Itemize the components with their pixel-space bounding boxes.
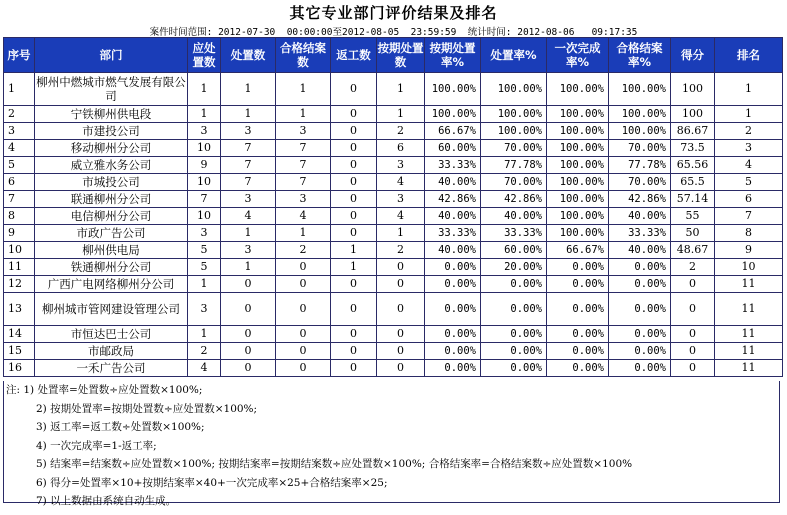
table-row[interactable] [4,123,783,140]
table-cell: 1 [276,225,331,242]
table-cell: 0.00% [425,326,481,343]
table-cell: 0.00% [547,259,609,276]
results-table [3,37,783,377]
table-cell: 2 [377,123,425,140]
table-cell: 77.78% [481,157,547,174]
table-cell: 0.00% [425,360,481,377]
table-cell: 3 [377,157,425,174]
header-cell[interactable]: 处置率% [481,38,547,73]
table-cell: 1 [4,73,35,106]
table-cell: 移动柳州分公司 [35,140,188,157]
table-cell: 100.00% [481,123,547,140]
note-line: 3) 返工率=返工数÷处置数×100%; [36,421,205,433]
table-row[interactable] [4,276,783,293]
table-cell: 1 [377,225,425,242]
table-cell: 1 [331,242,377,259]
table-cell: 60.00% [481,242,547,259]
table-row[interactable] [4,157,783,174]
table-cell: 7 [221,157,276,174]
table-cell: 0 [221,293,276,326]
table-row[interactable] [4,360,783,377]
table-cell: 4 [276,208,331,225]
table-cell: 5 [188,242,221,259]
table-cell: 0 [331,157,377,174]
table-row[interactable] [4,259,783,276]
table-cell: 1 [188,276,221,293]
table-cell: 100.00% [547,174,609,191]
table-cell: 70.00% [609,174,671,191]
table-cell: 13 [4,293,35,326]
table-cell: 10 [715,259,783,276]
table-cell: 0 [221,360,276,377]
table-cell: 0 [276,343,331,360]
table-cell: 100.00% [425,73,481,106]
table-cell: 11 [715,343,783,360]
note-line: 6) 得分=处置率×10+按期结案率×40+一次完成率×25+合格结案率×25; [36,476,388,489]
table-cell: 7 [276,174,331,191]
table-cell: 100.00% [609,73,671,106]
table-cell: 5 [4,157,35,174]
table-cell: 2 [715,123,783,140]
header-cell[interactable]: 应处置数 [188,38,221,73]
table-row[interactable] [4,106,783,123]
table-cell: 4 [188,360,221,377]
table-cell: 14 [4,326,35,343]
table-cell: 16 [4,360,35,377]
table-cell: 7 [221,140,276,157]
table-cell: 3 [377,191,425,208]
table-cell: 5 [188,259,221,276]
table-cell: 0.00% [425,259,481,276]
table-cell: 3 [188,123,221,140]
table-cell: 0 [331,106,377,123]
table-cell: 0 [671,293,715,326]
table-cell: 100.00% [547,225,609,242]
table-cell: 86.67 [671,123,715,140]
table-cell: 4 [377,208,425,225]
table-cell: 1 [276,73,331,106]
table-row[interactable] [4,242,783,259]
table-cell: 广西广电网络柳州分公司 [35,276,188,293]
table-cell: 0.00% [481,326,547,343]
table-cell: 11 [715,276,783,293]
table-cell: 市邮政局 [35,343,188,360]
table-cell: 0 [377,259,425,276]
table-cell: 威立雅水务公司 [35,157,188,174]
table-cell: 8 [4,208,35,225]
table-cell: 1 [221,259,276,276]
table-cell: 0 [671,360,715,377]
table-cell: 0.00% [547,343,609,360]
table-cell: 0 [671,343,715,360]
table-cell: 7 [715,208,783,225]
table-cell: 0.00% [547,276,609,293]
table-cell: 0 [331,73,377,106]
table-cell: 4 [715,157,783,174]
table-cell: 0 [377,276,425,293]
table-cell: 0 [221,276,276,293]
table-cell: 0 [331,174,377,191]
header-cell[interactable]: 得分 [671,38,715,73]
table-cell: 40.00% [609,242,671,259]
table-cell: 9 [188,157,221,174]
table-cell: 55 [671,208,715,225]
table-cell: 0 [331,140,377,157]
table-cell: 33.33% [425,225,481,242]
table-cell: 10 [188,208,221,225]
table-cell: 1 [221,225,276,242]
table-cell: 100.00% [547,140,609,157]
table-cell: 0 [276,276,331,293]
table-cell: 市建投公司 [35,123,188,140]
table-cell: 57.14 [671,191,715,208]
table-cell: 48.67 [671,242,715,259]
table-cell: 20.00% [481,259,547,276]
header-cell[interactable]: 合格结案率% [609,38,671,73]
table-cell: 3 [276,123,331,140]
table-cell: 40.00% [425,242,481,259]
table-cell: 1 [221,73,276,106]
table-cell: 0 [331,276,377,293]
table-row[interactable] [4,225,783,242]
table-cell: 11 [715,293,783,326]
table-cell: 77.78% [609,157,671,174]
table-cell: 4 [221,208,276,225]
table-cell: 11 [715,326,783,343]
table-cell: 3 [221,242,276,259]
table-cell: 0 [276,259,331,276]
table-cell: 7 [221,174,276,191]
table-cell: 1 [188,326,221,343]
table-cell: 7 [276,140,331,157]
table-cell: 柳州中燃城市燃气发展有限公司 [35,73,188,106]
table-cell: 0 [276,326,331,343]
table-cell: 0 [377,293,425,326]
table-cell: 40.00% [481,208,547,225]
table-cell: 0 [331,326,377,343]
table-cell: 0 [331,293,377,326]
table-cell: 10 [188,140,221,157]
table-cell: 市政广告公司 [35,225,188,242]
table-cell: 7 [276,157,331,174]
table-cell: 0 [671,326,715,343]
table-cell: 6 [4,174,35,191]
table-cell: 0.00% [609,276,671,293]
table-cell: 100.00% [547,123,609,140]
table-cell: 8 [715,225,783,242]
table-row[interactable] [4,174,783,191]
table-cell: 100.00% [547,191,609,208]
table-cell: 7 [188,191,221,208]
table-cell: 3 [221,123,276,140]
report-title: 其它专业部门评价结果及排名 [289,4,498,22]
note-line: 5) 结案率=结案数÷应处置数×100%; 按期结案率=按期结案数÷应处置数×100%; 合格结案率=合格结案数÷应处置数×100% [36,458,633,470]
table-cell: 4 [377,174,425,191]
table-cell: 市城投公司 [35,174,188,191]
table-row[interactable] [4,208,783,225]
table-cell: 0 [377,360,425,377]
table-row[interactable] [4,343,783,360]
note-line: 注: 1) 处置率=处置数÷应处置数×100%; [6,384,203,396]
table-cell: 0.00% [547,326,609,343]
header-cell[interactable]: 处置数 [221,38,276,73]
report-meta: 案件时间范围: 2012-07-30 00:00:00至2012-08-05 23:59:59 统计时间: 2012-08-06 09:17:35 [149,27,638,38]
table-cell: 宁铁柳州供电段 [35,106,188,123]
table-cell: 0 [331,343,377,360]
table-cell: 3 [276,191,331,208]
table-cell: 40.00% [425,174,481,191]
table-cell: 0.00% [481,293,547,326]
table-cell: 0.00% [609,293,671,326]
table-cell: 100.00% [609,106,671,123]
table-cell: 联通柳州分公司 [35,191,188,208]
table-cell: 11 [715,360,783,377]
table-cell: 0.00% [609,360,671,377]
table-cell: 11 [4,259,35,276]
table-cell: 100.00% [547,157,609,174]
notes-panel [3,381,780,507]
table-cell: 0.00% [481,343,547,360]
note-line: 4) 一次完成率=1-返工率; [36,439,157,452]
table-cell: 33.33% [425,157,481,174]
table-cell: 0 [671,276,715,293]
table-cell: 100.00% [547,208,609,225]
table-cell: 100 [671,73,715,106]
table-cell: 1 [331,259,377,276]
table-cell: 50 [671,225,715,242]
table-cell: 0 [331,360,377,377]
table-cell: 70.00% [481,140,547,157]
table-cell: 100 [671,106,715,123]
table-cell: 0.00% [609,259,671,276]
table-cell: 柳州城市管网建设管理公司 [35,293,188,326]
table-cell: 40.00% [425,208,481,225]
table-cell: 2 [4,106,35,123]
table-cell: 1 [221,106,276,123]
header-cell[interactable]: 序号 [4,38,35,73]
table-cell: 0 [331,225,377,242]
header-cell[interactable]: 返工数 [331,38,377,73]
table-cell: 3 [188,225,221,242]
table-cell: 2 [377,242,425,259]
table-cell: 7 [4,191,35,208]
table-cell: 3 [715,140,783,157]
table-cell: 1 [715,106,783,123]
table-row[interactable] [4,326,783,343]
table-cell: 100.00% [547,73,609,106]
table-cell: 40.00% [609,208,671,225]
table-cell: 0 [377,326,425,343]
table-cell: 1 [276,106,331,123]
table-cell: 33.33% [609,225,671,242]
table-cell: 一禾广告公司 [35,360,188,377]
table-cell: 0 [331,123,377,140]
table-cell: 电信柳州分公司 [35,208,188,225]
table-cell: 3 [221,191,276,208]
table-cell: 3 [4,123,35,140]
table-cell: 73.5 [671,140,715,157]
table-cell: 0.00% [481,276,547,293]
table-cell: 65.5 [671,174,715,191]
table-cell: 0 [276,360,331,377]
table-cell: 70.00% [481,174,547,191]
table-cell: 6 [377,140,425,157]
header-cell[interactable]: 按期处置数 [377,38,425,73]
table-cell: 12 [4,276,35,293]
table-cell: 66.67% [425,123,481,140]
table-cell: 0 [377,343,425,360]
table-cell: 2 [188,343,221,360]
table-cell: 1 [188,106,221,123]
table-cell: 0 [331,191,377,208]
table-row[interactable] [4,140,783,157]
header-cell[interactable]: 按期处置率% [425,38,481,73]
table-cell: 0 [221,343,276,360]
header-cell[interactable]: 部门 [35,38,188,73]
table-cell: 2 [671,259,715,276]
table-cell: 10 [4,242,35,259]
header-cell[interactable]: 排名 [715,38,783,73]
table-cell: 5 [715,174,783,191]
table-cell: 0 [221,326,276,343]
table-cell: 6 [715,191,783,208]
table-cell: 2 [276,242,331,259]
table-cell: 0.00% [609,343,671,360]
table-cell: 100.00% [481,73,547,106]
table-cell: 0 [331,208,377,225]
table-cell: 42.86% [425,191,481,208]
table-cell: 42.86% [481,191,547,208]
table-cell: 市恒达巴士公司 [35,326,188,343]
table-cell: 66.67% [547,242,609,259]
table-cell: 70.00% [609,140,671,157]
header-cell[interactable]: 合格结案数 [276,38,331,73]
table-cell: 0.00% [425,293,481,326]
table-cell: 15 [4,343,35,360]
table-cell: 0.00% [425,276,481,293]
note-line: 2) 按期处置率=按期处置数÷应处置数×100%; [36,402,258,415]
table-cell: 65.56 [671,157,715,174]
table-cell: 100.00% [425,106,481,123]
note-line: 7) 以上数据由系统自动生成。 [36,495,177,507]
table-cell: 1 [377,73,425,106]
table-cell: 柳州供电局 [35,242,188,259]
table-cell: 9 [4,225,35,242]
table-cell: 0 [276,293,331,326]
table-row[interactable] [4,73,783,106]
table-cell: 100.00% [547,106,609,123]
table-cell: 0.00% [547,360,609,377]
table-cell: 9 [715,242,783,259]
header-cell[interactable]: 一次完成率% [547,38,609,73]
table-row[interactable] [4,191,783,208]
table-cell: 33.33% [481,225,547,242]
table-cell: 3 [188,293,221,326]
table-cell: 4 [4,140,35,157]
table-cell: 1 [188,73,221,106]
table-cell: 100.00% [481,106,547,123]
table-cell: 0.00% [481,360,547,377]
table-cell: 1 [715,73,783,106]
table-cell: 60.00% [425,140,481,157]
table-cell: 10 [188,174,221,191]
table-row[interactable] [4,293,783,326]
table-cell: 100.00% [609,123,671,140]
table-cell: 1 [377,106,425,123]
table-cell: 0.00% [609,326,671,343]
table-cell: 0.00% [425,343,481,360]
table-cell: 0.00% [547,293,609,326]
table-cell: 42.86% [609,191,671,208]
table-header-row [4,38,783,73]
table-cell: 铁通柳州分公司 [35,259,188,276]
